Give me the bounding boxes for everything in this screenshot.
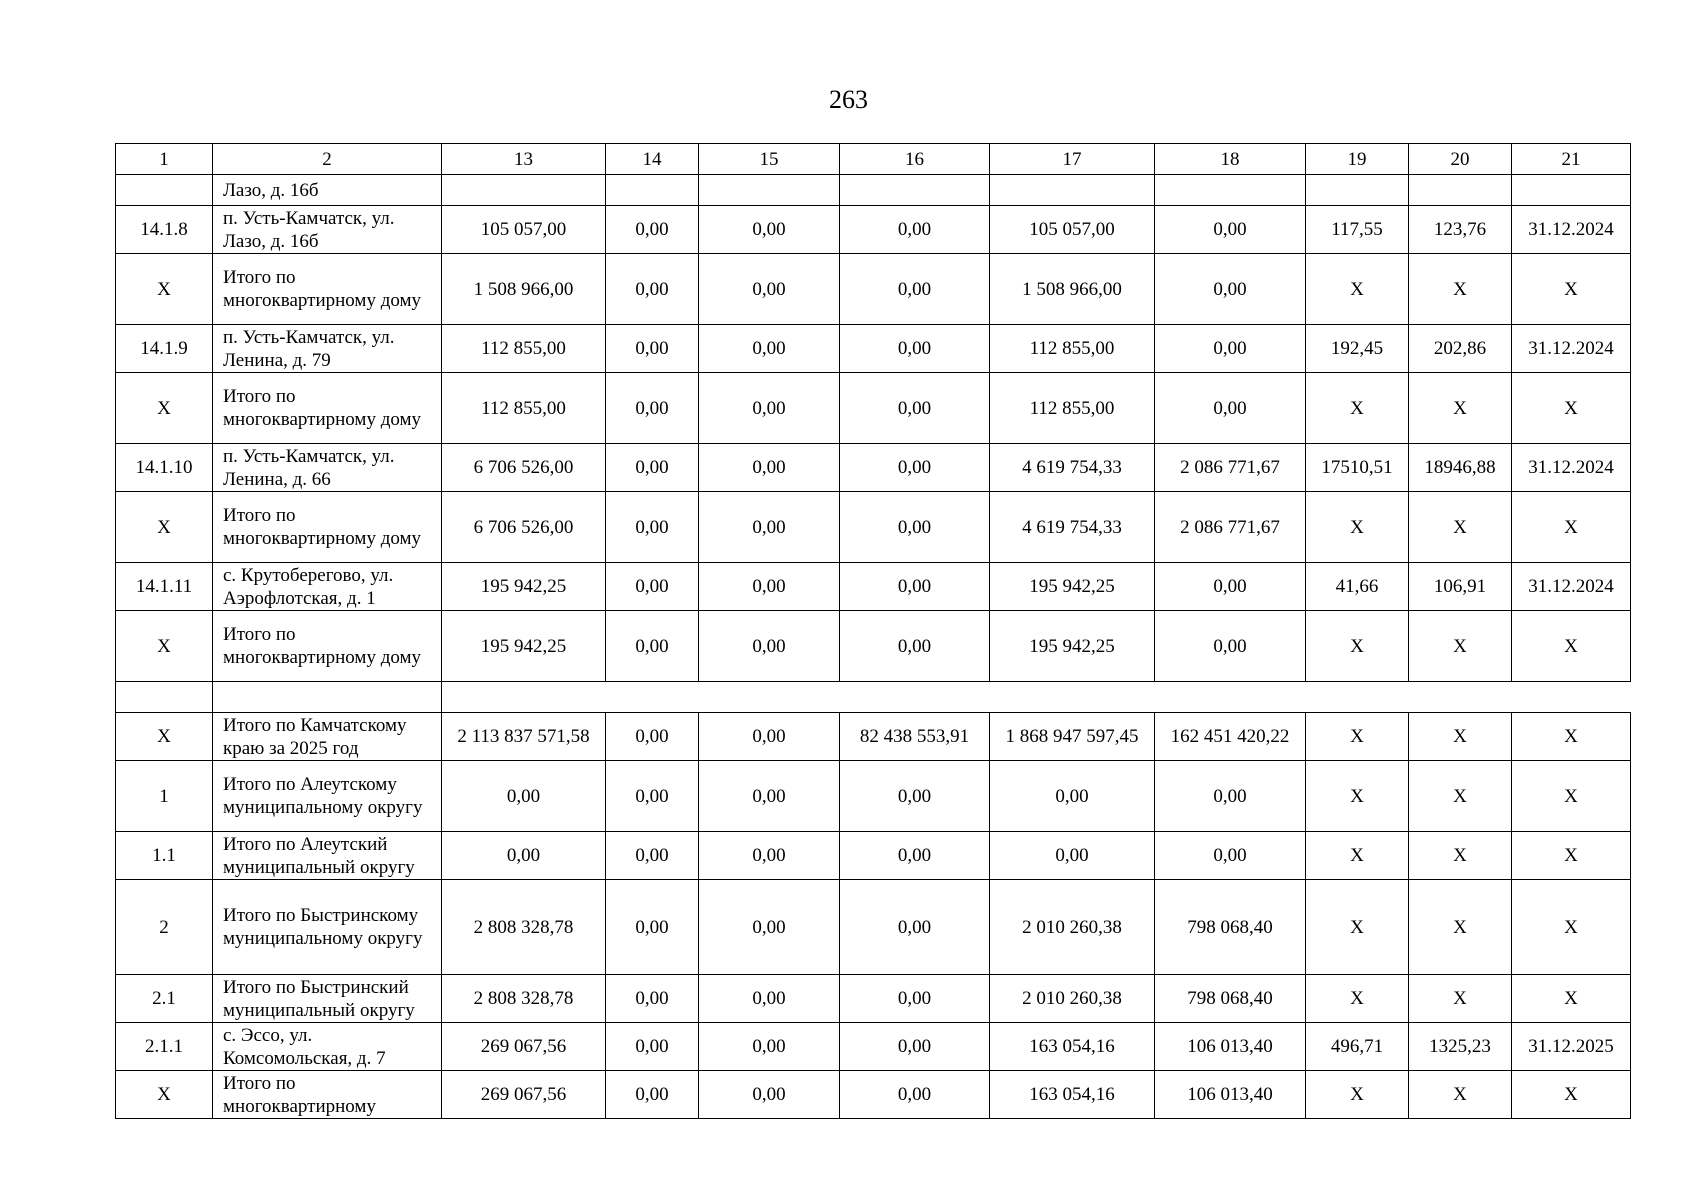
cell-col14: 0,00 <box>606 254 699 325</box>
cell-number: X <box>116 492 213 563</box>
cell-col16 <box>840 175 990 206</box>
table-row <box>116 373 1631 444</box>
column-header: 2 <box>213 144 442 175</box>
cell-col19: X <box>1306 761 1409 832</box>
cell-col13: 269 067,56 <box>442 1023 606 1071</box>
cell-col15: 0,00 <box>699 761 840 832</box>
column-header: 1 <box>116 144 213 175</box>
cell-number: 2 <box>116 880 213 975</box>
cell-col18 <box>1155 175 1306 206</box>
cell-col21: X <box>1512 713 1631 761</box>
cell-col17: 1 508 966,00 <box>990 254 1155 325</box>
cell-col14: 0,00 <box>606 1023 699 1071</box>
cell-address: Итого по Алеутский муниципальный округу <box>213 832 442 880</box>
cell-col17: 112 855,00 <box>990 325 1155 373</box>
cell-number: 14.1.8 <box>116 206 213 254</box>
cell-number: 14.1.9 <box>116 325 213 373</box>
cell-col13: 6 706 526,00 <box>442 492 606 563</box>
empty-cell <box>213 682 442 713</box>
cell-address: п. Усть-Камчатск, ул. Лазо, д. 16б <box>213 206 442 254</box>
cell-col20: X <box>1409 713 1512 761</box>
cell-col21: X <box>1512 832 1631 880</box>
cell-col18: 162 451 420,22 <box>1155 713 1306 761</box>
cell-col14: 0,00 <box>606 444 699 492</box>
cell-number: 2.1.1 <box>116 1023 213 1071</box>
cell-col15: 0,00 <box>699 444 840 492</box>
table-row <box>116 254 1631 325</box>
cell-col15: 0,00 <box>699 713 840 761</box>
empty-cell <box>116 682 213 713</box>
cell-col17: 112 855,00 <box>990 373 1155 444</box>
cell-col14: 0,00 <box>606 206 699 254</box>
cell-col15 <box>699 175 840 206</box>
cell-number: X <box>116 611 213 682</box>
cell-col21: 31.12.2024 <box>1512 325 1631 373</box>
cell-number: X <box>116 713 213 761</box>
column-header: 13 <box>442 144 606 175</box>
cell-col16: 0,00 <box>840 1071 990 1119</box>
cell-col15: 0,00 <box>699 611 840 682</box>
cell-col18: 0,00 <box>1155 611 1306 682</box>
table-row <box>116 444 1631 492</box>
cell-address: Итого по Алеутскому муниципальному округу <box>213 761 442 832</box>
cell-col14: 0,00 <box>606 832 699 880</box>
cell-col18: 106 013,40 <box>1155 1023 1306 1071</box>
cell-col19: X <box>1306 713 1409 761</box>
cell-col17: 0,00 <box>990 761 1155 832</box>
cell-col21: 31.12.2025 <box>1512 1023 1631 1071</box>
cell-col20: 1325,23 <box>1409 1023 1512 1071</box>
cell-col18: 106 013,40 <box>1155 1071 1306 1119</box>
cell-col17: 4 619 754,33 <box>990 492 1155 563</box>
cell-col16: 0,00 <box>840 325 990 373</box>
cell-col19 <box>1306 175 1409 206</box>
table-row <box>116 325 1631 373</box>
cell-col16: 0,00 <box>840 832 990 880</box>
cell-col13: 1 508 966,00 <box>442 254 606 325</box>
table-row <box>116 1023 1631 1071</box>
cell-address: Итого по многоквартирному дому <box>213 254 442 325</box>
cell-number: X <box>116 373 213 444</box>
cell-col21: X <box>1512 1071 1631 1119</box>
cell-col21: 31.12.2024 <box>1512 444 1631 492</box>
table-row <box>116 880 1631 975</box>
cell-col14: 0,00 <box>606 713 699 761</box>
column-header: 20 <box>1409 144 1512 175</box>
cell-col18: 0,00 <box>1155 373 1306 444</box>
cell-col20 <box>1409 175 1512 206</box>
cell-col20: X <box>1409 761 1512 832</box>
cell-col17: 2 010 260,38 <box>990 975 1155 1023</box>
data-table <box>115 143 1631 1119</box>
cell-col21: X <box>1512 975 1631 1023</box>
cell-col18: 0,00 <box>1155 325 1306 373</box>
cell-col18: 798 068,40 <box>1155 975 1306 1023</box>
cell-col14: 0,00 <box>606 563 699 611</box>
cell-col14: 0,00 <box>606 611 699 682</box>
column-header: 16 <box>840 144 990 175</box>
cell-col17: 195 942,25 <box>990 611 1155 682</box>
cell-col19: X <box>1306 975 1409 1023</box>
cell-col18: 0,00 <box>1155 563 1306 611</box>
cell-col18: 2 086 771,67 <box>1155 492 1306 563</box>
cell-col16: 0,00 <box>840 563 990 611</box>
cell-col18: 0,00 <box>1155 832 1306 880</box>
cell-col19: 496,71 <box>1306 1023 1409 1071</box>
cell-col15: 0,00 <box>699 975 840 1023</box>
cell-col16: 0,00 <box>840 1023 990 1071</box>
cell-col20: X <box>1409 492 1512 563</box>
cell-col20: 123,76 <box>1409 206 1512 254</box>
cell-col20: X <box>1409 832 1512 880</box>
cell-col21: X <box>1512 373 1631 444</box>
cell-col20: 106,91 <box>1409 563 1512 611</box>
table-row <box>116 563 1631 611</box>
cell-col21: X <box>1512 761 1631 832</box>
cell-col16: 0,00 <box>840 880 990 975</box>
cell-col17: 1 868 947 597,45 <box>990 713 1155 761</box>
cell-col13: 2 808 328,78 <box>442 975 606 1023</box>
cell-number: X <box>116 1071 213 1119</box>
cell-number: X <box>116 254 213 325</box>
cell-col18: 2 086 771,67 <box>1155 444 1306 492</box>
cell-col15: 0,00 <box>699 373 840 444</box>
cell-col21: X <box>1512 611 1631 682</box>
cell-col20: X <box>1409 880 1512 975</box>
cell-address: п. Усть-Камчатск, ул. Ленина, д. 66 <box>213 444 442 492</box>
cell-col18: 0,00 <box>1155 206 1306 254</box>
cell-col14: 0,00 <box>606 373 699 444</box>
cell-col19: X <box>1306 373 1409 444</box>
cell-col17: 105 057,00 <box>990 206 1155 254</box>
cell-col19: 41,66 <box>1306 563 1409 611</box>
cell-col17: 4 619 754,33 <box>990 444 1155 492</box>
table-row <box>116 206 1631 254</box>
cell-col21: 31.12.2024 <box>1512 206 1631 254</box>
cell-col19: X <box>1306 880 1409 975</box>
cell-address: Лазо, д. 16б <box>213 175 442 206</box>
column-header: 14 <box>606 144 699 175</box>
cell-col16: 0,00 <box>840 761 990 832</box>
cell-col21: X <box>1512 254 1631 325</box>
cell-number: 14.1.11 <box>116 563 213 611</box>
cell-col13: 195 942,25 <box>442 611 606 682</box>
table-row <box>116 611 1631 682</box>
cell-number: 14.1.10 <box>116 444 213 492</box>
table-row <box>116 492 1631 563</box>
table-row <box>116 1071 1631 1119</box>
cell-address: п. Усть-Камчатск, ул. Ленина, д. 79 <box>213 325 442 373</box>
cell-col13: 0,00 <box>442 832 606 880</box>
cell-col20: 202,86 <box>1409 325 1512 373</box>
column-header: 18 <box>1155 144 1306 175</box>
cell-col14 <box>606 175 699 206</box>
cell-col15: 0,00 <box>699 1071 840 1119</box>
cell-col13: 0,00 <box>442 761 606 832</box>
cell-address: с. Эссо, ул. Комсомольская, д. 7 <box>213 1023 442 1071</box>
cell-address: Итого по Быстринскому муниципальному округу <box>213 880 442 975</box>
cell-col17: 163 054,16 <box>990 1071 1155 1119</box>
table-row <box>116 761 1631 832</box>
table-row-spacer <box>116 682 1631 713</box>
cell-col13: 2 113 837 571,58 <box>442 713 606 761</box>
cell-col13: 6 706 526,00 <box>442 444 606 492</box>
cell-address: Итого по Камчатскому краю за 2025 год <box>213 713 442 761</box>
cell-col20: X <box>1409 254 1512 325</box>
cell-col20: X <box>1409 611 1512 682</box>
cell-col20: X <box>1409 373 1512 444</box>
cell-col19: X <box>1306 254 1409 325</box>
cell-col21: 31.12.2024 <box>1512 563 1631 611</box>
cell-col18: 0,00 <box>1155 761 1306 832</box>
cell-col13: 2 808 328,78 <box>442 880 606 975</box>
cell-col20: X <box>1409 975 1512 1023</box>
cell-col15: 0,00 <box>699 325 840 373</box>
cell-address: Итого по многоквартирному дому <box>213 492 442 563</box>
cell-col13: 112 855,00 <box>442 373 606 444</box>
column-header: 17 <box>990 144 1155 175</box>
cell-col15: 0,00 <box>699 492 840 563</box>
cell-col16: 0,00 <box>840 611 990 682</box>
cell-col15: 0,00 <box>699 1023 840 1071</box>
cell-col15: 0,00 <box>699 832 840 880</box>
cell-col15: 0,00 <box>699 563 840 611</box>
cell-col21: X <box>1512 880 1631 975</box>
cell-col16: 0,00 <box>840 492 990 563</box>
empty-cell <box>442 682 1631 713</box>
table-row <box>116 832 1631 880</box>
cell-col19: 192,45 <box>1306 325 1409 373</box>
cell-address: Итого по Быстринский муниципальный округу <box>213 975 442 1023</box>
cell-col17: 0,00 <box>990 832 1155 880</box>
cell-col14: 0,00 <box>606 880 699 975</box>
cell-col16: 0,00 <box>840 254 990 325</box>
cell-col19: X <box>1306 492 1409 563</box>
cell-col21: X <box>1512 492 1631 563</box>
table-row <box>116 975 1631 1023</box>
cell-col15: 0,00 <box>699 880 840 975</box>
cell-col14: 0,00 <box>606 761 699 832</box>
cell-col18: 798 068,40 <box>1155 880 1306 975</box>
cell-col15: 0,00 <box>699 206 840 254</box>
cell-col14: 0,00 <box>606 975 699 1023</box>
cell-number: 1.1 <box>116 832 213 880</box>
cell-col14: 0,00 <box>606 492 699 563</box>
cell-col17: 195 942,25 <box>990 563 1155 611</box>
table-row <box>116 713 1631 761</box>
page-number: 263 <box>829 85 868 114</box>
cell-col13: 269 067,56 <box>442 1071 606 1119</box>
cell-number: 2.1 <box>116 975 213 1023</box>
cell-col16: 0,00 <box>840 444 990 492</box>
cell-col15: 0,00 <box>699 254 840 325</box>
cell-number: 1 <box>116 761 213 832</box>
cell-col14: 0,00 <box>606 1071 699 1119</box>
cell-col16: 0,00 <box>840 975 990 1023</box>
column-header: 21 <box>1512 144 1631 175</box>
cell-col14: 0,00 <box>606 325 699 373</box>
table-row <box>116 175 1631 206</box>
cell-col21 <box>1512 175 1631 206</box>
column-header: 15 <box>699 144 840 175</box>
cell-number <box>116 175 213 206</box>
cell-col17: 2 010 260,38 <box>990 880 1155 975</box>
cell-col16: 0,00 <box>840 206 990 254</box>
cell-col13: 112 855,00 <box>442 325 606 373</box>
cell-col17: 163 054,16 <box>990 1023 1155 1071</box>
cell-col16: 82 438 553,91 <box>840 713 990 761</box>
cell-col20: 18946,88 <box>1409 444 1512 492</box>
cell-col13: 195 942,25 <box>442 563 606 611</box>
cell-address: Итого по многоквартирному <box>213 1071 442 1119</box>
cell-col13 <box>442 175 606 206</box>
cell-col19: 17510,51 <box>1306 444 1409 492</box>
cell-col18: 0,00 <box>1155 254 1306 325</box>
cell-col20: X <box>1409 1071 1512 1119</box>
cell-col16: 0,00 <box>840 373 990 444</box>
cell-address: Итого по многоквартирному дому <box>213 611 442 682</box>
column-header: 19 <box>1306 144 1409 175</box>
cell-col13: 105 057,00 <box>442 206 606 254</box>
cell-address: с. Крутоберегово, ул. Аэрофлотская, д. 1 <box>213 563 442 611</box>
cell-col19: X <box>1306 611 1409 682</box>
cell-col17 <box>990 175 1155 206</box>
cell-address: Итого по многоквартирному дому <box>213 373 442 444</box>
cell-col19: X <box>1306 832 1409 880</box>
cell-col19: 117,55 <box>1306 206 1409 254</box>
cell-col19: X <box>1306 1071 1409 1119</box>
header-row <box>116 144 1631 175</box>
